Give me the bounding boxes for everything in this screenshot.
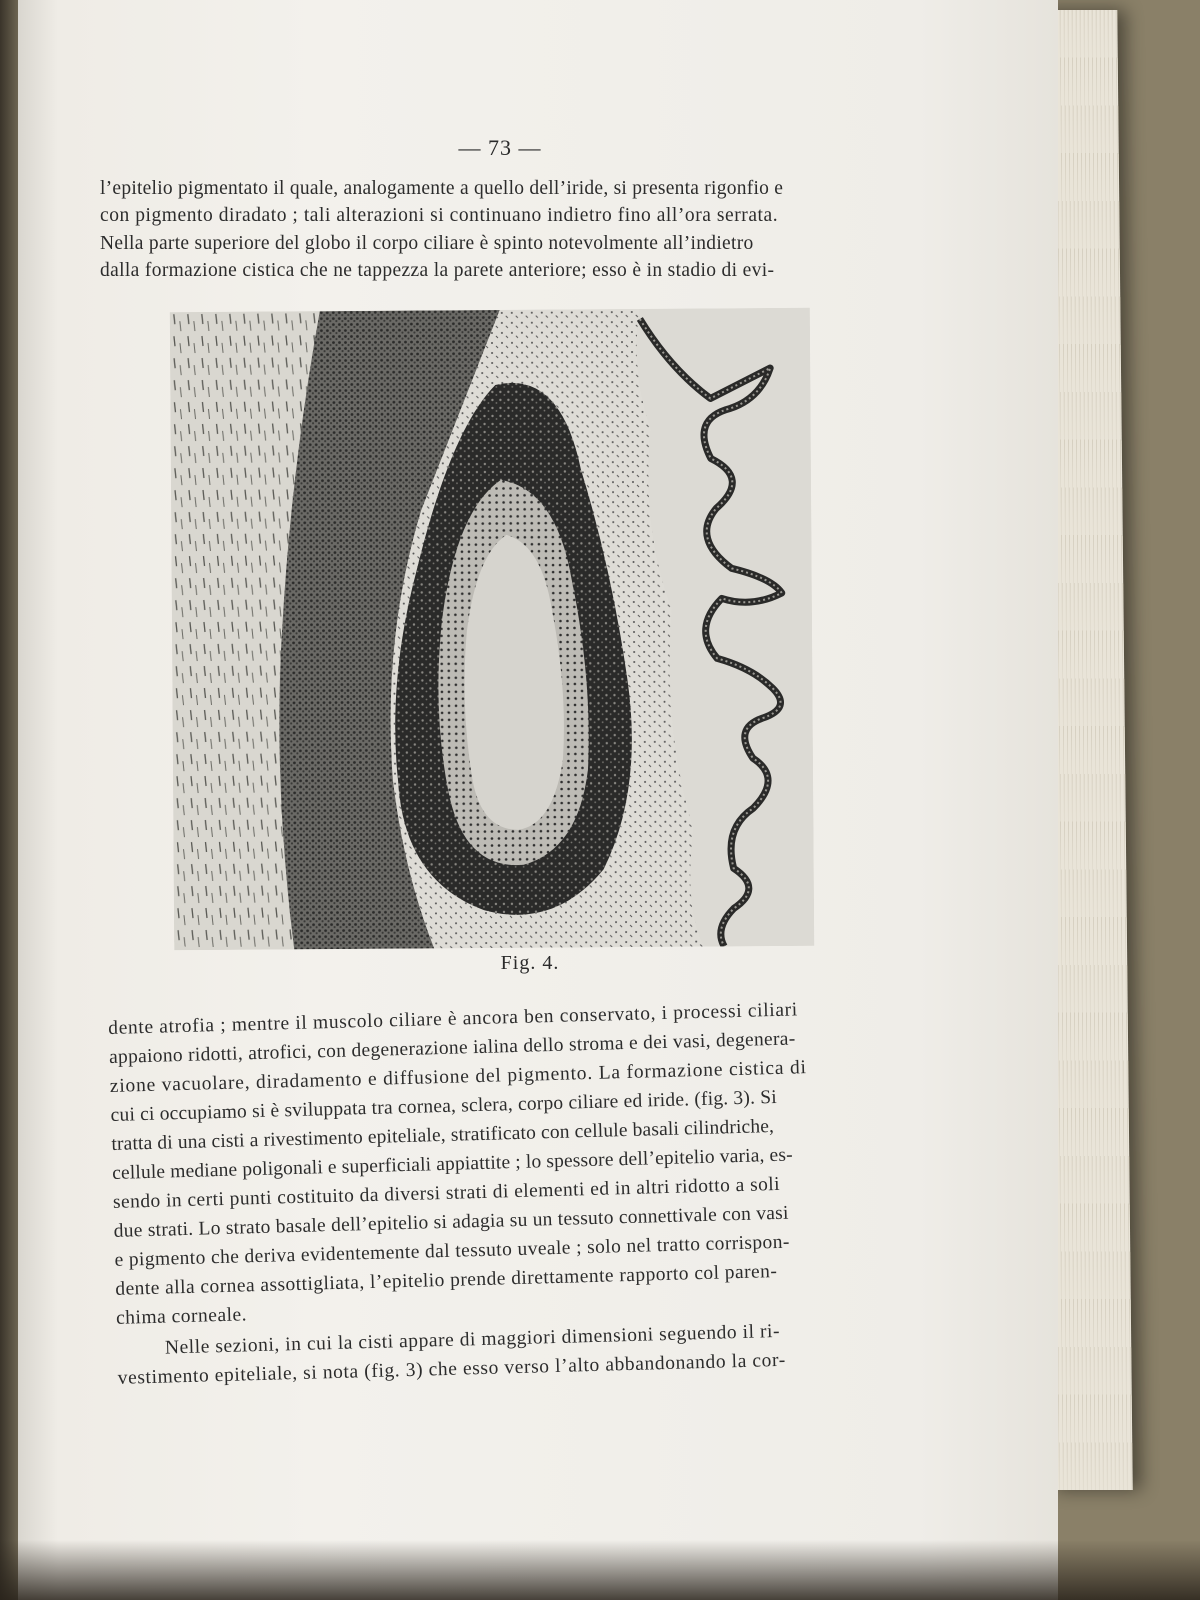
text-line: cui ci occupiamo si è sviluppata tra cornea, sclera, corpo ciliare ed iride. (fig. 3). Si	[110, 1086, 778, 1126]
text-line: cellule mediane poligonali e superficiali appiattite ; lo spessore dell’epitelio varia, es-	[111, 1144, 793, 1184]
text-line: dente atrofia ; mentre il muscolo ciliare è ancora ben conservato, i processi ciliari	[108, 999, 799, 1039]
text-line: vestimento epiteliale, si nota (fig. 3) che esso verso l’alto abbandonando la cor-	[117, 1349, 787, 1389]
text-line: appaiono ridotti, atrofici, con degenerazione ialina dello stroma e dei vasi, degenera-	[108, 1028, 796, 1068]
figure-caption: Fig. 4.	[500, 952, 560, 974]
text-line: Nella parte superiore del globo il corpo ciliare è spinto notevolmente all’indietro	[100, 233, 754, 254]
text-line: con pigmento diradato ; tali alterazioni si continuano indietro fino all’ora serrata.	[100, 205, 779, 226]
text-line: due strati. Lo strato basale dell’epitelio si adagia su un tessuto connettivale con vasi	[113, 1202, 789, 1242]
micrograph-image	[170, 308, 814, 950]
text-line: tratta di una cisti a rivestimento epiteliale, stratificato con cellule basali cilindriche,	[111, 1116, 775, 1155]
text-line: chima corneale.	[115, 1304, 248, 1329]
bottom-shadow	[0, 1540, 1200, 1600]
text-line: l’epitelio pigmentato il quale, analogamente a quello dell’iride, si presenta rigonfio e	[100, 178, 784, 199]
text-line: dalla formazione cistica che ne tappezza la parete anteriore; esso è in stadio di evi-	[100, 260, 775, 281]
figure-micrograph	[170, 308, 814, 950]
text-line: dente alla cornea assottigliata, l’epitelio prende direttamente rapporto col paren-	[115, 1260, 778, 1300]
text-line: zione vacuolare, diradamento e diffusione del pigmento. La formazione cistica di	[109, 1057, 808, 1097]
page-number: — 73 —	[458, 135, 542, 160]
text-line: sendo in certi punti costituito da diversi strati di elementi ed in altri ridotto a soli	[112, 1173, 781, 1213]
text-line: e pigmento che deriva evidentemente dal tessuto uveale ; solo nel tratto corrispon-	[114, 1231, 791, 1271]
text-line: Nelle sezioni, in cui la cisti appare di maggiori dimensioni seguendo il ri-	[164, 1320, 781, 1359]
